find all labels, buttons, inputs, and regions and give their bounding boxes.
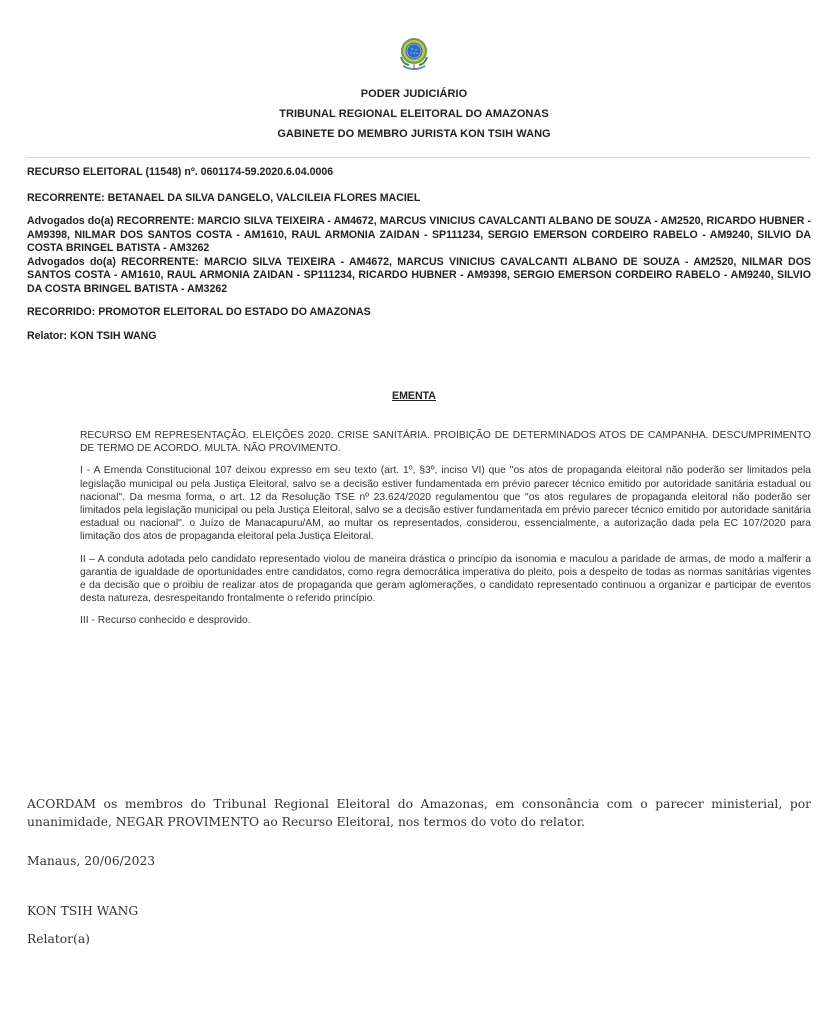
header-line-office: GABINETE DO MEMBRO JURISTA KON TSIH WANG <box>277 128 551 140</box>
ementa-body <box>80 429 811 637</box>
decision-text: ACORDAM os membros do Tribunal Regional Eleitoral do Amazonas, em consonância com o parecer ministerial, por unanimidade, NEGAR PROVIMENTO ao Recurso Eleitoral, nos termos do voto do relator. <box>27 797 811 829</box>
ementa-paragraph: III - Recurso conhecido e desprovido. <box>80 615 251 627</box>
signer-name: KON TSIH WANG <box>27 904 139 918</box>
case-lawyers-1: Advogados do(a) RECORRENTE: MARCIO SILVA TEIXEIRA - AM4672, MARCUS VINICIUS CAVALCANTI ALBANO DE SOUZA - AM2520, RICARDO HUBNER - AM9398, NILMAR DOS SANTOS COSTA - AM1610, RAUL ARMONIA ZAIDAN - SP111234, SERGIO EMERSON CORDEIRO RABELO - AM9240, SILVIO DA COSTA BRINGEL BATISTA - AM3262 <box>27 215 811 254</box>
case-lawyers-2: Advogados do(a) RECORRENTE: MARCIO SILVA TEIXEIRA - AM4672, MARCUS VINICIUS CAVALCANTI ALBANO DE SOUZA - AM2520, NILMAR DOS SANTOS COSTA - AM1610, RAUL ARMONIA ZAIDAN - SP111234, RICARDO HUBNER - AM9398, SERGIO EMERSON CORDEIRO RABELO - AM9240, SILVIO DA COSTA BRINGEL BATISTA - AM3262 <box>27 255 811 295</box>
ementa-paragraph: RECURSO EM REPRESENTAÇÃO. ELEIÇÕES 2020. CRISE SANITÁRIA. PROIBIÇÃO DE DETERMINADOS ATOS DE CAMPANHA. DESCUMPRIMENTO DE TERMO DE ACORDO. MULTA. NÃO PROVIMENTO. <box>80 430 811 455</box>
header-divider <box>27 157 810 158</box>
decision-section <box>27 795 811 831</box>
ementa-paragraph: II – A conduta adotada pelo candidato representado violou de maneira drástica o princípio da isonomia e maculou a paridade de armas, de modo a malferir a garantia de igualdade de oportunidades entre candidatos, como regra democrática imperativa do pleito, pois a despeito de todas as normas sanitárias vigentes e da decisão que o proibiu de realizar atos de propaganda que geram aglomerações, o candidato representado continuou a organizar e participar de eventos desta natureza, desrespeitando frontalmente o referido princípio. <box>80 553 811 605</box>
coat-of-arms-icon <box>397 34 431 74</box>
header-line-judiciary: PODER JUDICIÁRIO <box>360 88 468 100</box>
ementa-title: EMENTA <box>392 390 436 402</box>
signer-role: Relator(a) <box>27 932 90 946</box>
case-metadata <box>27 166 811 343</box>
case-rapporteur: Relator: KON TSIH WANG <box>27 329 157 342</box>
document-header <box>0 34 828 140</box>
ementa-heading <box>0 390 828 402</box>
case-process-number: RECURSO ELEITORAL (11548) nº. 0601174-59.2020.6.04.0006 <box>27 166 334 178</box>
case-appellants: RECORRENTE: BETANAEL DA SILVA DANGELO, VALCILEIA FLORES MACIEL <box>27 191 421 204</box>
place-date: Manaus, 20/06/2023 <box>27 854 156 868</box>
ementa-paragraph: I - A Emenda Constitucional 107 deixou expresso em seu texto (art. 1º, §3º, inciso VI) que "os atos de propaganda eleitoral não poderão ser limitados pela legislação municipal ou pela Justiça Eleitoral, salvo se a decisão estiver fundamentada em prévio parecer técnico emitido por autoridade sanitária estadual ou nacional". Da mesma forma, o art. 12 da Resolução TSE nº 23.624/2020 regulamentou que "os atos regulares de propaganda eleitoral não poderão ser limitados pela legislação municipal ou pela Justiça Eleitoral, salvo se a decisão estiver fundamentada em prévio parecer técnico emitido por autoridade sanitária estadual ou nacional". o Juízo de Manacapuru/AM, ao multar os representados, considerou, essencialmente, a autorização dada pela EC 107/2020 para limitação dos atos de propaganda eleitoral pela Justiça Eleitoral. <box>80 465 811 543</box>
case-respondent: RECORRIDO: PROMOTOR ELEITORAL DO ESTADO DO AMAZONAS <box>27 306 371 318</box>
header-line-court: TRIBUNAL REGIONAL ELEITORAL DO AMAZONAS <box>279 108 549 120</box>
